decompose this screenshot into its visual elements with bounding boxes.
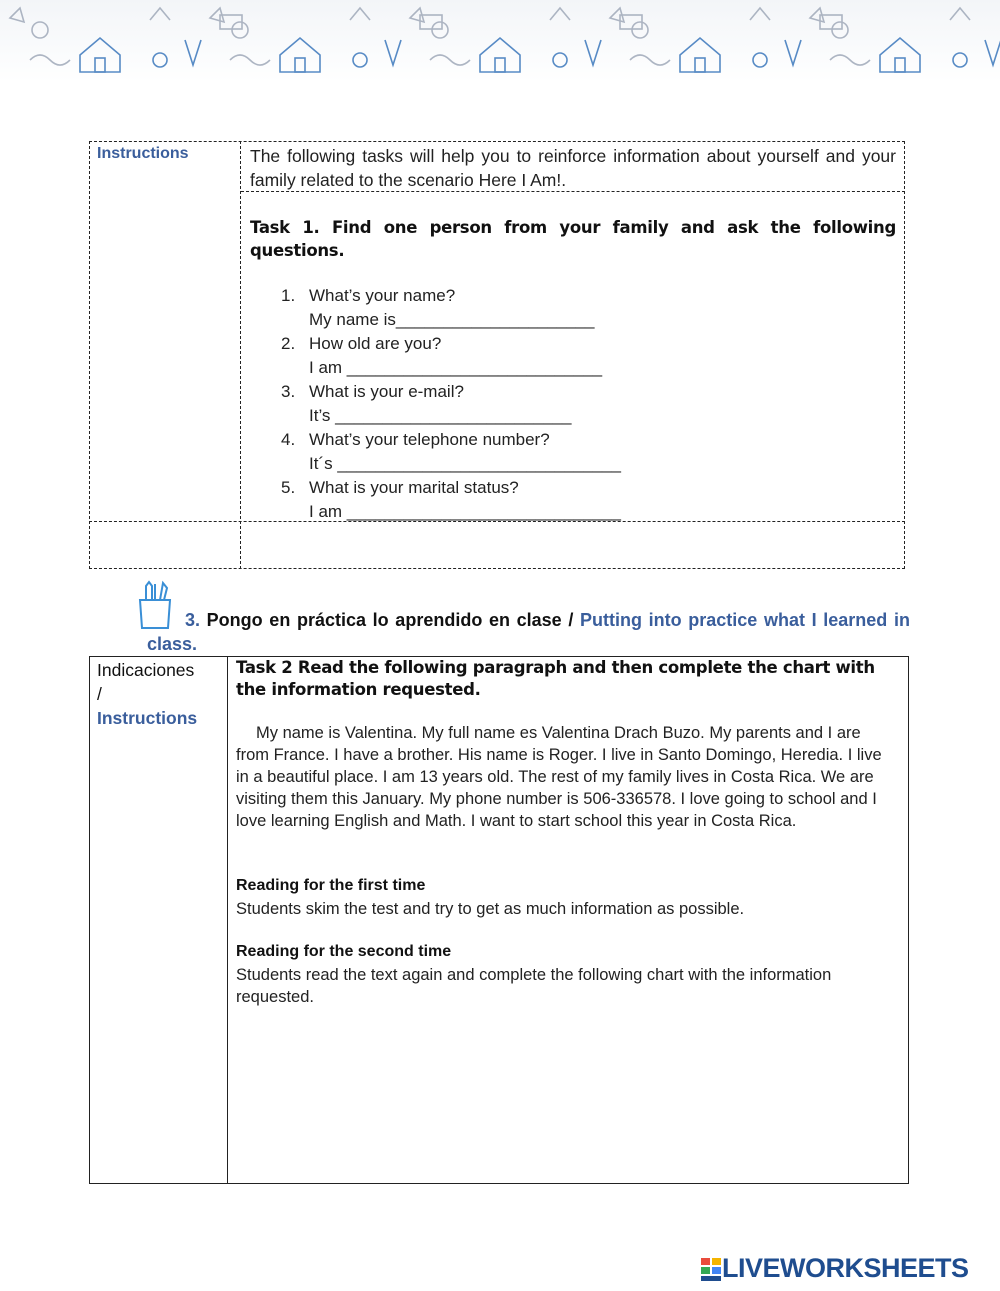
reading2-text: Students read the text again and complete the following chart with the information requested.: [236, 966, 832, 1006]
answer-blank[interactable]: It´s ______________________________: [309, 454, 621, 473]
indicaciones-label: Indicaciones / Instructions: [97, 660, 198, 728]
answer-blank[interactable]: I am ___________________________: [309, 358, 603, 377]
task2-title: Task 2 Read the following paragraph and then complete the chart with the information requested.: [236, 658, 875, 699]
intro-text: The following tasks will help you to reinforce information about yourself and your family related to the scenario Here I Am!.: [250, 146, 896, 190]
instructions-label: Instructions: [97, 145, 189, 162]
liveworksheets-logo: LIVEWORKSHEETS: [700, 1253, 969, 1285]
table-divider: [240, 141, 241, 569]
list-item: 2. How old are you?: [281, 334, 442, 353]
header-banner: [0, 0, 1000, 82]
reading1-text: Students skim the test and try to get as much information as possible.: [236, 900, 745, 918]
reading1-title: Reading for the first time: [236, 877, 426, 894]
reading-paragraph: My name is Valentina. My full name es Valentina Drach Buzo. My parents and I are from France. I have a brother. His name is Roger. I live in Santo Domingo, Heredia. I live in a beautiful place. I am 13 years old. The rest of my family lives in Costa Rica. We are visiting them this January. My phone number is 506-336578. I love going to school and I love learning English and Math. I want to start school this year in Costa Rica.: [236, 724, 882, 830]
list-item: 4. What’s your telephone number?: [281, 430, 550, 449]
doodle-pattern-icon: [0, 0, 1000, 82]
list-item: 1. What’s your name?: [281, 286, 456, 305]
list-item: 3. What is your e-mail?: [281, 382, 464, 401]
answer-blank[interactable]: My name is_____________________: [309, 310, 595, 329]
section-heading: 3. Pongo en práctica lo aprendido en clase / Putting into practice what I learned in class.: [147, 610, 910, 654]
table-divider: [227, 656, 228, 1184]
liveworksheets-logo-icon: [700, 1256, 722, 1282]
list-item: 5. What is your marital status?: [281, 478, 519, 497]
task1-title: Task 1. Find one person from your family and ask the following questions.: [250, 218, 896, 260]
answer-blank[interactable]: I am _____________________________: [309, 502, 621, 521]
answer-blank[interactable]: It’s _________________________: [309, 406, 572, 425]
reading2-title: Reading for the second time: [236, 943, 452, 960]
